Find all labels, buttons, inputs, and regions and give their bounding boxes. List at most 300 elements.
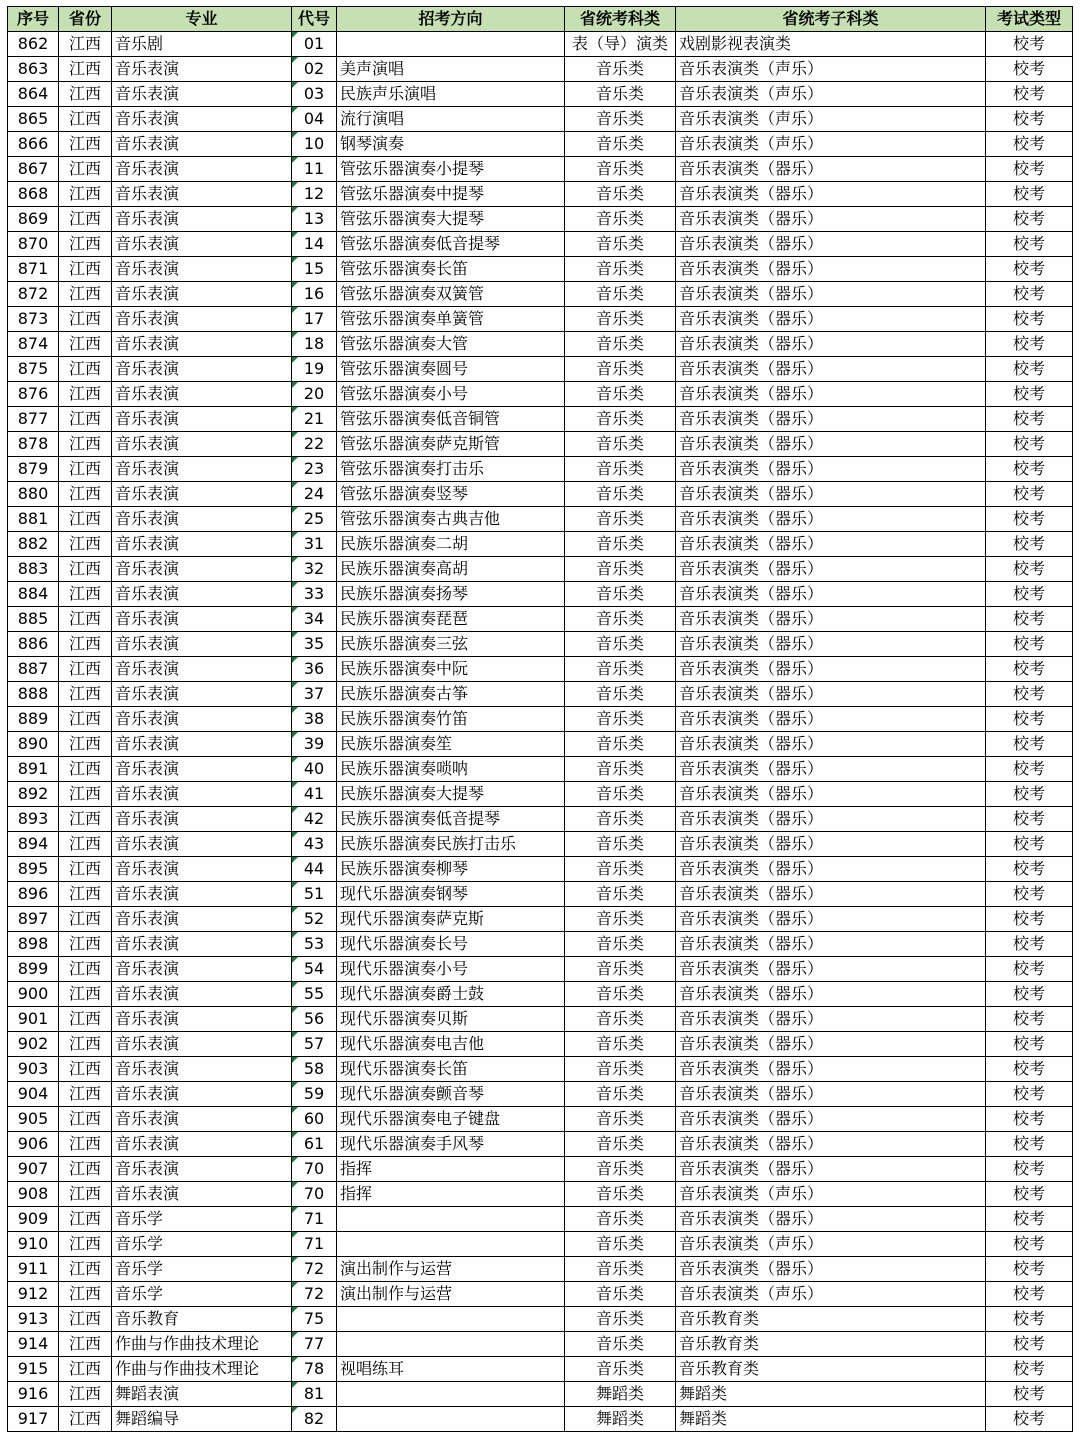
subcategory-cell: 音乐表演类（器乐）: [676, 1207, 986, 1232]
province-cell: 江西: [59, 232, 112, 257]
code-cell: 82: [292, 1407, 337, 1432]
category-cell: 音乐类: [565, 1257, 676, 1282]
serial-cell: 872: [8, 282, 59, 307]
direction-cell: 民族乐器演奏三弦: [337, 632, 565, 657]
code-cell: 57: [292, 1032, 337, 1057]
table-row: [8, 1107, 1073, 1132]
col-header-serial: 序号: [8, 7, 59, 32]
code-cell: 11: [292, 157, 337, 182]
direction-cell: 民族声乐演唱: [337, 82, 565, 107]
category-cell: 音乐类: [565, 657, 676, 682]
major-cell: 音乐表演: [112, 1007, 292, 1032]
province-cell: 江西: [59, 757, 112, 782]
serial-cell: 898: [8, 932, 59, 957]
table-row: [8, 282, 1073, 307]
category-cell: 音乐类: [565, 782, 676, 807]
province-cell: 江西: [59, 107, 112, 132]
admissions-table: [7, 6, 1073, 1432]
category-cell: 音乐类: [565, 1007, 676, 1032]
serial-cell: 901: [8, 1007, 59, 1032]
category-cell: 音乐类: [565, 232, 676, 257]
code-cell: 59: [292, 1082, 337, 1107]
subcategory-cell: 音乐表演类（声乐）: [676, 132, 986, 157]
direction-cell: 现代乐器演奏长笛: [337, 1057, 565, 1082]
category-cell: 音乐类: [565, 1057, 676, 1082]
subcategory-cell: 音乐表演类（器乐）: [676, 432, 986, 457]
code-cell: 53: [292, 932, 337, 957]
major-cell: 音乐表演: [112, 507, 292, 532]
category-cell: 音乐类: [565, 182, 676, 207]
code-cell: 78: [292, 1357, 337, 1382]
direction-cell: 现代乐器演奏贝斯: [337, 1007, 565, 1032]
province-cell: 江西: [59, 607, 112, 632]
category-cell: 音乐类: [565, 332, 676, 357]
category-cell: 音乐类: [565, 282, 676, 307]
table-row: [8, 657, 1073, 682]
major-cell: 音乐表演: [112, 657, 292, 682]
table-row: [8, 1207, 1073, 1232]
subcategory-cell: 音乐表演类（器乐）: [676, 357, 986, 382]
serial-cell: 873: [8, 307, 59, 332]
exam-type-cell: 校考: [986, 282, 1073, 307]
exam-type-cell: 校考: [986, 1282, 1073, 1307]
serial-cell: 899: [8, 957, 59, 982]
category-cell: 音乐类: [565, 807, 676, 832]
province-cell: 江西: [59, 332, 112, 357]
direction-cell: 现代乐器演奏电吉他: [337, 1032, 565, 1057]
exam-type-cell: 校考: [986, 807, 1073, 832]
subcategory-cell: 音乐表演类（器乐）: [676, 957, 986, 982]
subcategory-cell: 舞蹈类: [676, 1382, 986, 1407]
province-cell: 江西: [59, 532, 112, 557]
exam-type-cell: 校考: [986, 532, 1073, 557]
serial-cell: 870: [8, 232, 59, 257]
category-cell: 音乐类: [565, 207, 676, 232]
exam-type-cell: 校考: [986, 882, 1073, 907]
direction-cell: [337, 1232, 565, 1257]
province-cell: 江西: [59, 857, 112, 882]
direction-cell: 民族乐器演奏民族打击乐: [337, 832, 565, 857]
code-cell: 70: [292, 1182, 337, 1207]
serial-cell: 888: [8, 682, 59, 707]
subcategory-cell: 音乐表演类（器乐）: [676, 1132, 986, 1157]
major-cell: 音乐表演: [112, 257, 292, 282]
major-cell: 音乐表演: [112, 707, 292, 732]
code-cell: 44: [292, 857, 337, 882]
subcategory-cell: 戏剧影视表演类: [676, 32, 986, 57]
major-cell: 音乐表演: [112, 332, 292, 357]
direction-cell: 管弦乐器演奏竖琴: [337, 482, 565, 507]
code-cell: 19: [292, 357, 337, 382]
subcategory-cell: 音乐表演类（声乐）: [676, 1282, 986, 1307]
code-cell: 22: [292, 432, 337, 457]
code-cell: 04: [292, 107, 337, 132]
exam-type-cell: 校考: [986, 207, 1073, 232]
direction-cell: 管弦乐器演奏打击乐: [337, 457, 565, 482]
subcategory-cell: 音乐表演类（器乐）: [676, 257, 986, 282]
major-cell: 音乐表演: [112, 107, 292, 132]
subcategory-cell: 音乐表演类（器乐）: [676, 532, 986, 557]
category-cell: 音乐类: [565, 482, 676, 507]
serial-cell: 905: [8, 1107, 59, 1132]
code-cell: 24: [292, 482, 337, 507]
direction-cell: 民族乐器演奏二胡: [337, 532, 565, 557]
exam-type-cell: 校考: [986, 982, 1073, 1007]
table-row: [8, 682, 1073, 707]
province-cell: 江西: [59, 1382, 112, 1407]
table-row: [8, 1157, 1073, 1182]
subcategory-cell: 音乐表演类（器乐）: [676, 1007, 986, 1032]
exam-type-cell: 校考: [986, 57, 1073, 82]
subcategory-cell: 音乐表演类（器乐）: [676, 1032, 986, 1057]
code-cell: 40: [292, 757, 337, 782]
code-cell: 42: [292, 807, 337, 832]
category-cell: 音乐类: [565, 382, 676, 407]
exam-type-cell: 校考: [986, 1157, 1073, 1182]
serial-cell: 874: [8, 332, 59, 357]
exam-type-cell: 校考: [986, 1032, 1073, 1057]
major-cell: 音乐表演: [112, 57, 292, 82]
major-cell: 音乐表演: [112, 357, 292, 382]
serial-cell: 906: [8, 1132, 59, 1157]
table-row: [8, 932, 1073, 957]
subcategory-cell: 音乐表演类（器乐）: [676, 857, 986, 882]
major-cell: 舞蹈编导: [112, 1407, 292, 1432]
code-cell: 70: [292, 1157, 337, 1182]
exam-type-cell: 校考: [986, 1382, 1073, 1407]
direction-cell: 管弦乐器演奏单簧管: [337, 307, 565, 332]
table-row: [8, 1232, 1073, 1257]
serial-cell: 884: [8, 582, 59, 607]
subcategory-cell: 音乐表演类（器乐）: [676, 882, 986, 907]
code-cell: 72: [292, 1257, 337, 1282]
category-cell: 音乐类: [565, 157, 676, 182]
table-row: [8, 407, 1073, 432]
category-cell: 表（导）演类: [565, 32, 676, 57]
code-cell: 51: [292, 882, 337, 907]
exam-type-cell: 校考: [986, 932, 1073, 957]
direction-cell: 民族乐器演奏中阮: [337, 657, 565, 682]
category-cell: 音乐类: [565, 757, 676, 782]
subcategory-cell: 音乐表演类（器乐）: [676, 382, 986, 407]
major-cell: 音乐表演: [112, 832, 292, 857]
serial-cell: 897: [8, 907, 59, 932]
subcategory-cell: 音乐表演类（器乐）: [676, 907, 986, 932]
subcategory-cell: 音乐表演类（器乐）: [676, 557, 986, 582]
major-cell: 音乐表演: [112, 982, 292, 1007]
table-row: [8, 1307, 1073, 1332]
province-cell: 江西: [59, 557, 112, 582]
serial-cell: 867: [8, 157, 59, 182]
serial-cell: 915: [8, 1357, 59, 1382]
direction-cell: 钢琴演奏: [337, 132, 565, 157]
major-cell: 音乐表演: [112, 232, 292, 257]
code-cell: 37: [292, 682, 337, 707]
direction-cell: 民族乐器演奏扬琴: [337, 582, 565, 607]
table-row: [8, 57, 1073, 82]
category-cell: 音乐类: [565, 1232, 676, 1257]
code-cell: 52: [292, 907, 337, 932]
major-cell: 音乐表演: [112, 482, 292, 507]
serial-cell: 865: [8, 107, 59, 132]
subcategory-cell: 音乐表演类（器乐）: [676, 607, 986, 632]
major-cell: 音乐表演: [112, 632, 292, 657]
table-row: [8, 532, 1073, 557]
major-cell: 音乐表演: [112, 857, 292, 882]
category-cell: 音乐类: [565, 857, 676, 882]
direction-cell: 现代乐器演奏手风琴: [337, 1132, 565, 1157]
province-cell: 江西: [59, 282, 112, 307]
direction-cell: 视唱练耳: [337, 1357, 565, 1382]
code-cell: 01: [292, 32, 337, 57]
table-body: [8, 32, 1073, 1432]
category-cell: 音乐类: [565, 107, 676, 132]
major-cell: 音乐表演: [112, 1057, 292, 1082]
direction-cell: 民族乐器演奏柳琴: [337, 857, 565, 882]
table-row: [8, 1257, 1073, 1282]
table-row: [8, 207, 1073, 232]
province-cell: 江西: [59, 307, 112, 332]
subcategory-cell: 音乐表演类（器乐）: [676, 757, 986, 782]
major-cell: 音乐表演: [112, 607, 292, 632]
code-cell: 71: [292, 1232, 337, 1257]
exam-type-cell: 校考: [986, 832, 1073, 857]
table-row: [8, 257, 1073, 282]
code-cell: 75: [292, 1307, 337, 1332]
table-row: [8, 732, 1073, 757]
serial-cell: 892: [8, 782, 59, 807]
category-cell: 音乐类: [565, 257, 676, 282]
exam-type-cell: 校考: [986, 707, 1073, 732]
major-cell: 音乐表演: [112, 157, 292, 182]
exam-type-cell: 校考: [986, 732, 1073, 757]
serial-cell: 880: [8, 482, 59, 507]
table-row: [8, 832, 1073, 857]
table-row: [8, 332, 1073, 357]
province-cell: 江西: [59, 1357, 112, 1382]
serial-cell: 914: [8, 1332, 59, 1357]
exam-type-cell: 校考: [986, 432, 1073, 457]
serial-cell: 917: [8, 1407, 59, 1432]
direction-cell: 演出制作与运营: [337, 1257, 565, 1282]
exam-type-cell: 校考: [986, 607, 1073, 632]
exam-type-cell: 校考: [986, 132, 1073, 157]
col-header-province: 省份: [59, 7, 112, 32]
code-cell: 18: [292, 332, 337, 357]
exam-type-cell: 校考: [986, 332, 1073, 357]
major-cell: 音乐表演: [112, 382, 292, 407]
exam-type-cell: 校考: [986, 632, 1073, 657]
code-cell: 02: [292, 57, 337, 82]
serial-cell: 910: [8, 1232, 59, 1257]
category-cell: 音乐类: [565, 1082, 676, 1107]
serial-cell: 863: [8, 57, 59, 82]
major-cell: 音乐表演: [112, 207, 292, 232]
major-cell: 音乐剧: [112, 32, 292, 57]
serial-cell: 902: [8, 1032, 59, 1057]
serial-cell: 891: [8, 757, 59, 782]
category-cell: 音乐类: [565, 82, 676, 107]
subcategory-cell: 音乐表演类（器乐）: [676, 507, 986, 532]
category-cell: 音乐类: [565, 1182, 676, 1207]
province-cell: 江西: [59, 432, 112, 457]
code-cell: 39: [292, 732, 337, 757]
table-row: [8, 632, 1073, 657]
direction-cell: 民族乐器演奏低音提琴: [337, 807, 565, 832]
code-cell: 17: [292, 307, 337, 332]
direction-cell: 美声演唱: [337, 57, 565, 82]
table-row: [8, 307, 1073, 332]
category-cell: 音乐类: [565, 932, 676, 957]
category-cell: 音乐类: [565, 1307, 676, 1332]
exam-type-cell: 校考: [986, 582, 1073, 607]
major-cell: 音乐表演: [112, 1032, 292, 1057]
direction-cell: [337, 1307, 565, 1332]
table-row: [8, 507, 1073, 532]
exam-type-cell: 校考: [986, 232, 1073, 257]
table-row: [8, 1382, 1073, 1407]
major-cell: 作曲与作曲技术理论: [112, 1332, 292, 1357]
subcategory-cell: 音乐表演类（器乐）: [676, 732, 986, 757]
exam-type-cell: 校考: [986, 382, 1073, 407]
serial-cell: 878: [8, 432, 59, 457]
province-cell: 江西: [59, 1082, 112, 1107]
code-cell: 77: [292, 1332, 337, 1357]
subcategory-cell: 音乐表演类（器乐）: [676, 307, 986, 332]
code-cell: 12: [292, 182, 337, 207]
category-cell: 音乐类: [565, 1032, 676, 1057]
province-cell: 江西: [59, 707, 112, 732]
table-row: [8, 1007, 1073, 1032]
direction-cell: 管弦乐器演奏圆号: [337, 357, 565, 382]
direction-cell: 民族乐器演奏琵琶: [337, 607, 565, 632]
table-row: [8, 1132, 1073, 1157]
major-cell: 音乐表演: [112, 132, 292, 157]
subcategory-cell: 音乐表演类（器乐）: [676, 1082, 986, 1107]
table-row: [8, 82, 1073, 107]
serial-cell: 903: [8, 1057, 59, 1082]
exam-type-cell: 校考: [986, 1132, 1073, 1157]
province-cell: 江西: [59, 657, 112, 682]
code-cell: 55: [292, 982, 337, 1007]
serial-cell: 912: [8, 1282, 59, 1307]
direction-cell: 现代乐器演奏长号: [337, 932, 565, 957]
subcategory-cell: 音乐表演类（器乐）: [676, 282, 986, 307]
category-cell: 音乐类: [565, 1207, 676, 1232]
exam-type-cell: 校考: [986, 1107, 1073, 1132]
direction-cell: 现代乐器演奏钢琴: [337, 882, 565, 907]
province-cell: 江西: [59, 1032, 112, 1057]
code-cell: 41: [292, 782, 337, 807]
subcategory-cell: 音乐表演类（器乐）: [676, 482, 986, 507]
exam-type-cell: 校考: [986, 682, 1073, 707]
serial-cell: 871: [8, 257, 59, 282]
table-row: [8, 132, 1073, 157]
subcategory-cell: 音乐表演类（器乐）: [676, 1257, 986, 1282]
subcategory-cell: 音乐教育类: [676, 1307, 986, 1332]
serial-cell: 876: [8, 382, 59, 407]
direction-cell: [337, 1382, 565, 1407]
province-cell: 江西: [59, 1057, 112, 1082]
major-cell: 音乐表演: [112, 932, 292, 957]
province-cell: 江西: [59, 382, 112, 407]
direction-cell: 民族乐器演奏唢呐: [337, 757, 565, 782]
code-cell: 03: [292, 82, 337, 107]
province-cell: 江西: [59, 407, 112, 432]
exam-type-cell: 校考: [986, 1207, 1073, 1232]
table-row: [8, 157, 1073, 182]
code-cell: 31: [292, 532, 337, 557]
table-row: [8, 357, 1073, 382]
exam-type-cell: 校考: [986, 1232, 1073, 1257]
direction-cell: 管弦乐器演奏大提琴: [337, 207, 565, 232]
province-cell: 江西: [59, 257, 112, 282]
major-cell: 音乐表演: [112, 882, 292, 907]
direction-cell: 管弦乐器演奏长笛: [337, 257, 565, 282]
province-cell: 江西: [59, 1407, 112, 1432]
serial-cell: 868: [8, 182, 59, 207]
province-cell: 江西: [59, 982, 112, 1007]
category-cell: 音乐类: [565, 357, 676, 382]
subcategory-cell: 音乐表演类（器乐）: [676, 982, 986, 1007]
code-cell: 35: [292, 632, 337, 657]
table-row: [8, 857, 1073, 882]
province-cell: 江西: [59, 57, 112, 82]
col-header-subcategory: 省统考子科类: [676, 7, 986, 32]
direction-cell: 现代乐器演奏颤音琴: [337, 1082, 565, 1107]
table-row: [8, 182, 1073, 207]
major-cell: 音乐表演: [112, 282, 292, 307]
serial-cell: 879: [8, 457, 59, 482]
exam-type-cell: 校考: [986, 507, 1073, 532]
code-cell: 15: [292, 257, 337, 282]
col-header-direction: 招考方向: [337, 7, 565, 32]
code-cell: 34: [292, 607, 337, 632]
subcategory-cell: 音乐表演类（器乐）: [676, 407, 986, 432]
serial-cell: 904: [8, 1082, 59, 1107]
exam-type-cell: 校考: [986, 1007, 1073, 1032]
direction-cell: 民族乐器演奏古筝: [337, 682, 565, 707]
serial-cell: 895: [8, 857, 59, 882]
table-row: [8, 382, 1073, 407]
province-cell: 江西: [59, 682, 112, 707]
code-cell: 20: [292, 382, 337, 407]
province-cell: 江西: [59, 1182, 112, 1207]
direction-cell: 管弦乐器演奏低音提琴: [337, 232, 565, 257]
direction-cell: [337, 32, 565, 57]
serial-cell: 877: [8, 407, 59, 432]
subcategory-cell: 音乐表演类（器乐）: [676, 1157, 986, 1182]
serial-cell: 893: [8, 807, 59, 832]
major-cell: 音乐表演: [112, 782, 292, 807]
table-row: [8, 757, 1073, 782]
table-row: [8, 782, 1073, 807]
code-cell: 60: [292, 1107, 337, 1132]
table-row: [8, 982, 1073, 1007]
subcategory-cell: 音乐表演类（器乐）: [676, 1057, 986, 1082]
major-cell: 音乐表演: [112, 1157, 292, 1182]
category-cell: 音乐类: [565, 907, 676, 932]
table-row: [8, 1032, 1073, 1057]
table-row: [8, 807, 1073, 832]
serial-cell: 911: [8, 1257, 59, 1282]
code-cell: 38: [292, 707, 337, 732]
code-cell: 43: [292, 832, 337, 857]
subcategory-cell: 音乐表演类（声乐）: [676, 1182, 986, 1207]
exam-type-cell: 校考: [986, 557, 1073, 582]
major-cell: 音乐表演: [112, 432, 292, 457]
code-cell: 13: [292, 207, 337, 232]
